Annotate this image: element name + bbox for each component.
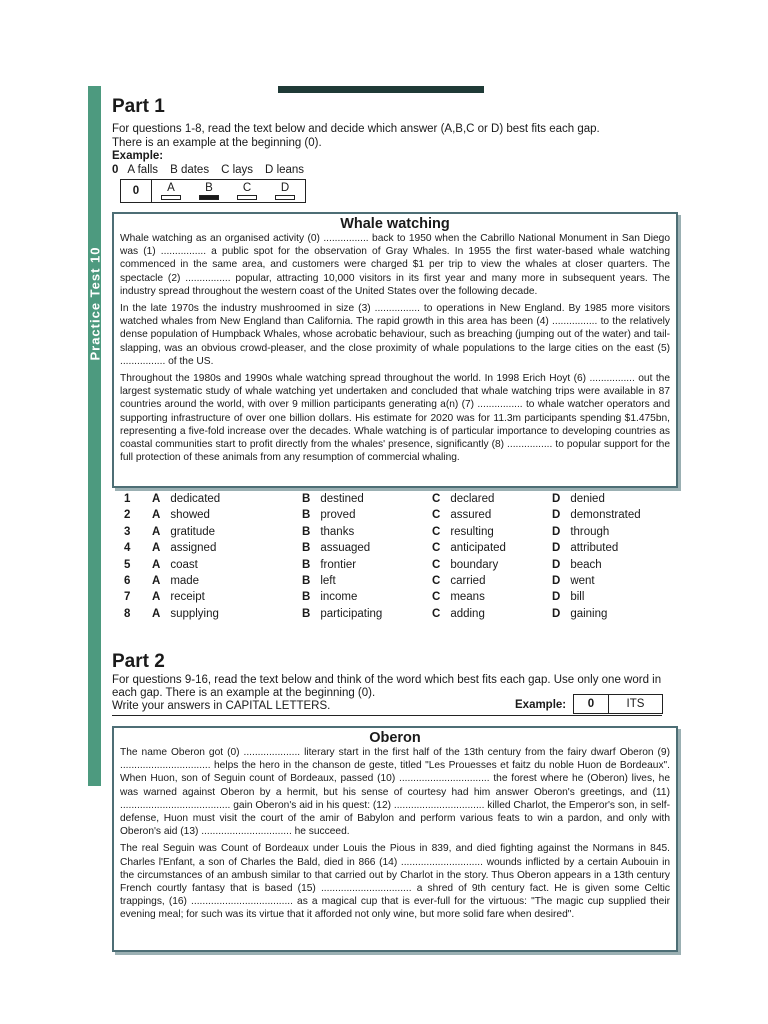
- option-b: B income: [302, 591, 358, 604]
- option-b: B proved: [302, 509, 356, 522]
- option-d: D went: [552, 574, 595, 587]
- whale-text-title: Whale watching: [340, 216, 450, 232]
- sidebar-strip: [88, 86, 101, 786]
- question-number: 2: [124, 509, 131, 522]
- option-a: A coast: [152, 558, 198, 571]
- oberon-text-box: [112, 726, 678, 952]
- option-c: C resulting: [432, 525, 494, 538]
- text-paragraph: The name Oberon got (0) .................... literary start in the first half of the 13th century from the fairy dwarf Oberon (9) ................................ helps the hero in the chanson de geste, titled "Les Prouesses et faitz du noble Huon de Bordeaux". When Huon, son of Seguin count of Bordeaux, passed (10) ................................ the forest where he (Oberon) lives, he was warned against Oberon by a hermit, but his sense of courtesy had him answer Oberon's greetings, and (11) ....................................... gain Oberon's aid in his quest: (12) ................................ killed Charlot, the Emperor's son, in self-defense, Huon must visit the court of the amir of Babylon and perform various feats to win a pardon, and only with Oberon's aid (13) ................................ he succeed.: [120, 747, 670, 838]
- text-paragraph: The real Seguin was Count of Bordeaux under Louis the Pious in 839, and died fighting against the Normans in 845. Charles l'Enfant, a son of Charles the Bald, died in 866 (14) ............................. wounds inflicted by a certain Aubouin in the circumstances of an ambush similar to that carried out by Charlot in the story. Thus Oberon appears in a 13th century French courtly fantasy that is based (15) ................................ a shred of 9th century fact. He is given some Celtic trappings, (16) .................................... as a magical cup that is ever-full for the virtuous: "The magic cup supplied their evening meal; for such was its virtue that it afforded not only wine, but more solid fare when desired".: [120, 843, 670, 921]
- part2-example-number: 0: [574, 695, 609, 713]
- option-b: B participating: [302, 607, 383, 620]
- option-d: D beach: [552, 558, 602, 571]
- part2-example-label: Example:: [515, 699, 567, 711]
- top-decor-bar: [278, 86, 484, 93]
- option-a: A dedicated: [152, 493, 221, 505]
- answer-option-c: C: [228, 182, 266, 200]
- answer-option-b-selected: B: [190, 182, 228, 200]
- part1-instructions: [112, 122, 672, 150]
- option-c: C anticipated: [432, 542, 506, 555]
- option-a: A supplying: [152, 607, 219, 620]
- question-number: 8: [124, 607, 131, 620]
- option-a: A made: [152, 574, 200, 587]
- part1-example-label: Example:: [112, 150, 164, 162]
- answer-option-d: D: [266, 182, 304, 200]
- option-c: C boundary: [432, 558, 499, 571]
- example-option: 0 A falls: [112, 164, 159, 176]
- option-d: D attributed: [552, 542, 619, 555]
- option-a: A receipt: [152, 591, 205, 604]
- option-a: A showed: [152, 509, 210, 522]
- option-b: B frontier: [302, 558, 357, 571]
- oberon-text-title: Oberon: [369, 730, 421, 746]
- option-c: C declared: [432, 493, 495, 505]
- option-d: D through: [552, 525, 610, 538]
- option-a: A assigned: [152, 542, 217, 555]
- part2-title: Part 2: [112, 651, 165, 672]
- option-d: D denied: [552, 493, 605, 505]
- text-paragraph: Throughout the 1980s and 1990s whale watching spread throughout the world. In 1998 Erich Hoyt (6) ................ out the largest systematic study of whale watching yet undertaken and concluded that whale watching trips were available in 87 countries around the world, with over 9 million participants generating a(n) (7) ................ to whale watcher operators and supporting infrastructure of over one billion dollars. His estimate for 2020 was for 11.3m participants spending $1.475bn, representing a five-fold increase over the decades. Whale watching is of particular importance to developing countries as coastal communities start to profit directly from the whales' presence, significantly (8) ................ to popular support for the full protection of these animals from any resumption of commercial whaling.: [120, 373, 670, 464]
- option-c: C assured: [432, 509, 492, 522]
- answer-option-a: A: [152, 182, 190, 200]
- divider: [112, 715, 662, 716]
- part1-instruction-line: For questions 1-8, read the text below and decide which answer (A,B,C or D) best fits each gap.: [112, 123, 600, 135]
- option-c: C carried: [432, 574, 486, 587]
- question-number: 5: [124, 558, 131, 571]
- text-paragraph: Whale watching as an organised activity (0) ................ back to 1950 when the Cabrillo National Monument in San Diego was (1) ................ a public spot for the observation of Gray Whales. In 1955 the first water-based whale watching commenced in the same area, and customers were charged $1 per trip to view the whales at closer quarters. The spectacle (2) ................ popular, attracting 10,000 visitors in its first year and many more in subsequent years. The industry spread throughout the western coast of the United States over the following decade.: [120, 233, 670, 297]
- example-option: C lays: [221, 164, 254, 176]
- option-b: B left: [302, 574, 336, 587]
- part1-answer-box: [120, 179, 306, 203]
- option-a: A gratitude: [152, 525, 216, 538]
- part1-title: Part 1: [112, 96, 165, 117]
- part2-instruction-line: For questions 9-16, read the text below and think of the word which best fits each gap. Use only one word in each gap. There is an example at the beginning (0).: [112, 674, 662, 699]
- question-number: 3: [124, 525, 131, 538]
- part1-example-options: [112, 164, 304, 176]
- question-number: 1: [124, 493, 131, 505]
- option-d: D demonstrated: [552, 509, 641, 522]
- part2-instruction-line: Write your answers in CAPITAL LETTERS.: [112, 700, 331, 712]
- option-d: D bill: [552, 591, 585, 604]
- part2-example-answer: ITS: [626, 698, 645, 710]
- option-c: C adding: [432, 607, 485, 620]
- example-option: B dates: [170, 164, 210, 176]
- question-number: 7: [124, 591, 131, 604]
- text-paragraph: In the late 1970s the industry mushroomed in size (3) ................ to operations in New England. By 1985 more visitors watched whales from New England than California. The rapid growth in this area has been (4) ................ to the relatively dense population of Humpback Whales, whose acrobatic behaviour, such as breaching (jumping out of the water) and tail-slapping, was an obvious crowd-pleaser, and the close proximity of whale populations to the large cities on the east (5) ................ of the US.: [120, 303, 670, 367]
- part2-example-box: [573, 694, 663, 714]
- option-d: D gaining: [552, 607, 608, 620]
- option-c: C means: [432, 591, 485, 604]
- option-b: B destined: [302, 493, 364, 505]
- question-number: 6: [124, 574, 131, 587]
- sidebar-label: Practice Test 10: [87, 246, 103, 361]
- part1-instruction-line: There is an example at the beginning (0).: [112, 137, 322, 149]
- option-b: B thanks: [302, 525, 355, 538]
- option-b: B assuaged: [302, 542, 371, 555]
- question-number: 4: [124, 542, 131, 555]
- answer-box-number: 0: [121, 180, 152, 202]
- whale-text-box: [112, 212, 678, 488]
- example-option: D leans: [265, 164, 305, 176]
